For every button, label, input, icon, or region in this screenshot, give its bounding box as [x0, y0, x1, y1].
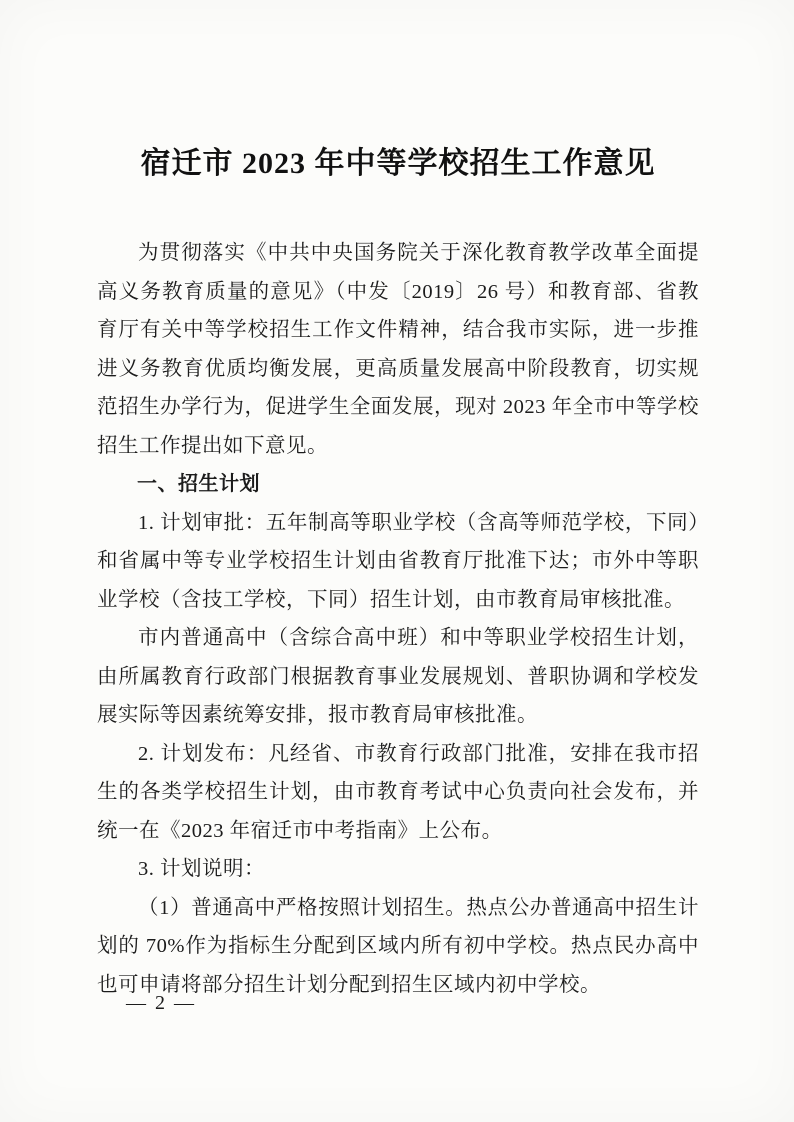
- paragraph-plan-release: 2. 计划发布：凡经省、市教育行政部门批准，安排在我市招生的各类学校招生计划，由市教育考试中心负责向社会发布，并统一在《2023 年宿迁市中考指南》上公布。: [97, 742, 699, 842]
- paragraph-plan-approval: 1. 计划审批：五年制高等职业学校（含高等师范学校，下同）和省属中等专业学校招生计划由省教育厅批准下达；市外中等职业学校（含技工学校，下同）招生计划，由市教育局审核批准。: [97, 511, 699, 611]
- page-number: — 2 —: [126, 992, 196, 1014]
- document-title: 宿迁市 2023 年中等学校招生工作意见: [140, 147, 656, 180]
- paragraph-plan-notes-item1: （1）普通高中严格按照计划招生。热点公办普通高中招生计划的 70%作为指标生分配到区域内所有初中学校。热点民办高中也可申请将部分招生计划分配到招生区域内初中学校。: [97, 896, 699, 996]
- section-heading-enrollment-plan: 一、招生计划: [137, 473, 260, 495]
- document-content: [97, 138, 699, 1004]
- paragraph-plan-notes-label: 3. 计划说明：: [138, 858, 265, 880]
- paragraph-intro: 为贯彻落实《中共中央国务院关于深化教育教学改革全面提高义务教育质量的意见》（中发〔2019〕26 号）和教育部、省教育厅有关中等学校招生工作文件精神，结合我市实际，进一步推进义务教育优质均衡发展，更高质量发展高中阶段教育，切实规范招生办学行为，促进学生全面发展，现对 2023 年全市中等学校招生工作提出如下意见。: [97, 242, 699, 457]
- paragraph-local-plan: 市内普通高中（含综合高中班）和中等职业学校招生计划，由所属教育行政部门根据教育事业发展规划、普职协调和学校发展实际等因素统筹安排，报市教育局审核批准。: [97, 627, 699, 726]
